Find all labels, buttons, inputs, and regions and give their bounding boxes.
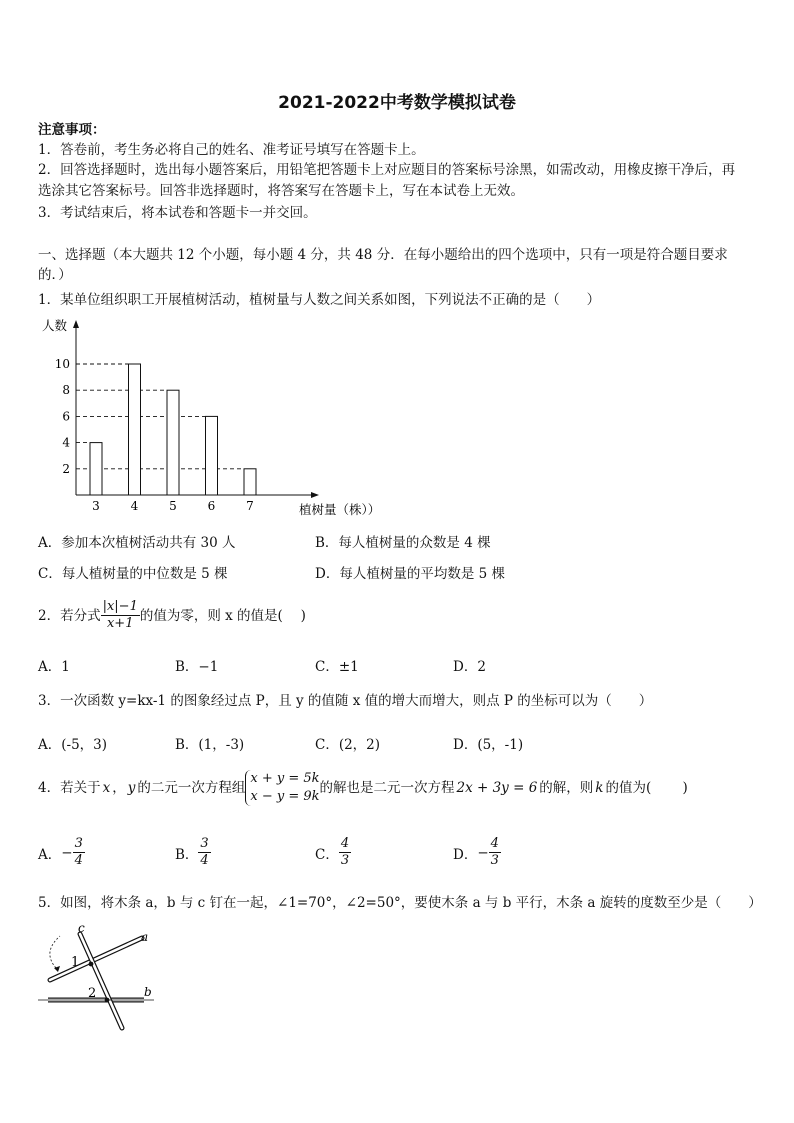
q4-option-d-den: 3 [490, 853, 499, 868]
q4-option-c-num: 4 [340, 836, 350, 851]
q4-sep: ， [112, 780, 126, 796]
q2-fraction-denominator: x+1 [106, 616, 134, 631]
section-1-heading: 一、选择题（本大题共 12 个小题，每小题 4 分，共 48 分．在每小题给出的四个选项中，只有一项是符合题目要求 [38, 247, 728, 263]
q4-option-a [38, 836, 85, 869]
label-c: c [78, 922, 85, 935]
q4-mid: 的二元一次方程组 [137, 780, 246, 796]
q4-option-b [175, 836, 211, 869]
notice-line-2b: 选涂其它答案标号。回答非选择题时，将答案写在答题卡上，写在本试卷上无效。 [38, 183, 524, 199]
q4-option-b-fraction [198, 836, 210, 869]
nail-bottom [105, 998, 110, 1003]
q4-option-a-num: 3 [74, 836, 83, 851]
q4-mid2: 的解也是二元一次方程 [319, 780, 455, 796]
notice-heading: 注意事项： [38, 122, 106, 138]
nail-top [89, 962, 94, 967]
q1-stem: 1．某单位组织职工开展植树活动，植树量与人数之间关系如图，下列说法不正确的是（ ） [38, 292, 601, 308]
y-axis-arrow-icon [73, 320, 79, 328]
q1-bar-chart [36, 314, 406, 522]
q1-option-b: B．每人植树量的众数是 4 棵 [315, 535, 491, 551]
x-tick-6: 6 [207, 499, 216, 513]
q1-option-d: D．每人植树量的平均数是 5 棵 [315, 566, 505, 582]
q5-stem: 5．如图，将木条 a，b 与 c 钉在一起，∠1=70°，∠2=50°，要使木条 a 与 b 平行，木条 a 旋转的度数至少是（ ） [38, 895, 762, 911]
q4-option-b-den: 4 [200, 853, 209, 868]
x-tick-3: 3 [92, 499, 100, 513]
bar-6 [206, 416, 218, 495]
q4-option-d [453, 836, 501, 869]
q3-option-c: C．(2，2) [315, 737, 381, 753]
y-axis-label: 人数 [42, 318, 68, 333]
y-tick-6: 6 [62, 409, 70, 424]
q4-option-c-label: C． [315, 846, 339, 863]
q2-option-d: D．2 [453, 659, 486, 675]
notice-line-1: 1．答卷前，考生务必将自己的姓名、准考证号填写在答题卡上。 [38, 142, 425, 158]
q3-option-a: A．(-5，3) [38, 737, 108, 753]
q4-option-a-label: A． [38, 846, 62, 863]
y-tick-8: 8 [62, 383, 70, 398]
x-tick-5: 5 [169, 499, 177, 513]
notice-line-2a: 2．回答选择题时，选出每小题答案后，用铅笔把答题卡上对应题目的答案标号涂黑，如需改动，用橡皮擦干净后，再 [38, 162, 736, 178]
q4-option-a-sign: − [61, 844, 73, 861]
rotation-arc [50, 936, 60, 968]
page-title: 2021-2022中考数学模拟试卷 [278, 93, 516, 113]
q4-option-a-fraction [73, 836, 85, 869]
q3-option-d: D．(5，-1) [453, 737, 524, 753]
y-tick-10: 10 [54, 357, 70, 371]
q4-mid3: 的解，则 [539, 780, 594, 796]
q4-option-b-num: 3 [200, 836, 209, 851]
notice-line-3: 3．考试结束后，将本试卷和答题卡一并交回。 [38, 205, 317, 221]
bar-7 [244, 469, 256, 495]
y-tick-4: 4 [62, 435, 70, 450]
x-axis-label: 植树量（株）） [299, 502, 381, 517]
q4-option-d-num: 4 [490, 836, 499, 851]
q2-stem [38, 599, 306, 632]
q4-var-y: y [127, 780, 136, 796]
q2-option-c: C．±1 [315, 659, 359, 675]
q5-sticks-figure [36, 922, 176, 1032]
q4-option-d-sign: − [477, 844, 489, 861]
q4-var-k: k [595, 780, 604, 796]
q2-fraction [101, 599, 140, 632]
angle-2-label: 2 [88, 986, 97, 1001]
q4-stem [38, 770, 688, 806]
q4-suffix: 的值为( ) [605, 780, 688, 796]
q4-option-c-den: 3 [340, 853, 350, 868]
q4-option-d-fraction [489, 836, 501, 869]
q4-equation-system [245, 770, 319, 806]
q3-stem: 3．一次函数 y=kx-1 的图象经过点 P，且 y 的值随 x 值的增大而增大，则点 P 的坐标可以为（ ） [38, 693, 653, 709]
q4-equation-2: x − y = 9k [250, 789, 320, 804]
x-tick-4: 4 [130, 499, 139, 513]
q2-option-b: B．−1 [175, 659, 219, 675]
q2-prefix: 2．若分式 [38, 607, 101, 624]
q2-option-a: A．1 [38, 659, 70, 675]
bar-3 [90, 443, 102, 495]
section-1-heading-cont: 的．） [38, 267, 72, 283]
x-axis-arrow-icon [311, 492, 319, 498]
q4-equation-1: x + y = 5k [250, 771, 320, 786]
bar-5 [167, 390, 179, 495]
q4-option-c [315, 836, 351, 869]
q2-fraction-numerator: |x|−1 [102, 599, 138, 614]
q4-var-x: x [102, 780, 111, 796]
y-tick-2: 2 [62, 461, 70, 476]
q2-suffix: 的值为零，则 x 的值是( ) [139, 607, 306, 624]
label-b: b [144, 985, 152, 999]
q4-option-c-fraction [339, 836, 351, 869]
angle-1-label: 1 [71, 955, 80, 970]
q4-option-a-den: 4 [74, 853, 83, 868]
q4-option-d-label: D． [453, 846, 478, 863]
q1-option-c: C．每人植树量的中位数是 5 棵 [38, 566, 228, 582]
label-a: a [141, 930, 149, 944]
q4-option-b-label: B． [175, 846, 199, 863]
q4-equation-3: 2x + 3y = 6 [456, 780, 538, 796]
x-tick-7: 7 [246, 499, 254, 513]
bar-4 [129, 364, 141, 495]
q1-option-a: A．参加本次植树活动共有 30 人 [38, 535, 236, 551]
q4-prefix: 4．若关于 [38, 780, 101, 796]
q3-option-b: B．(1，-3) [175, 737, 245, 753]
